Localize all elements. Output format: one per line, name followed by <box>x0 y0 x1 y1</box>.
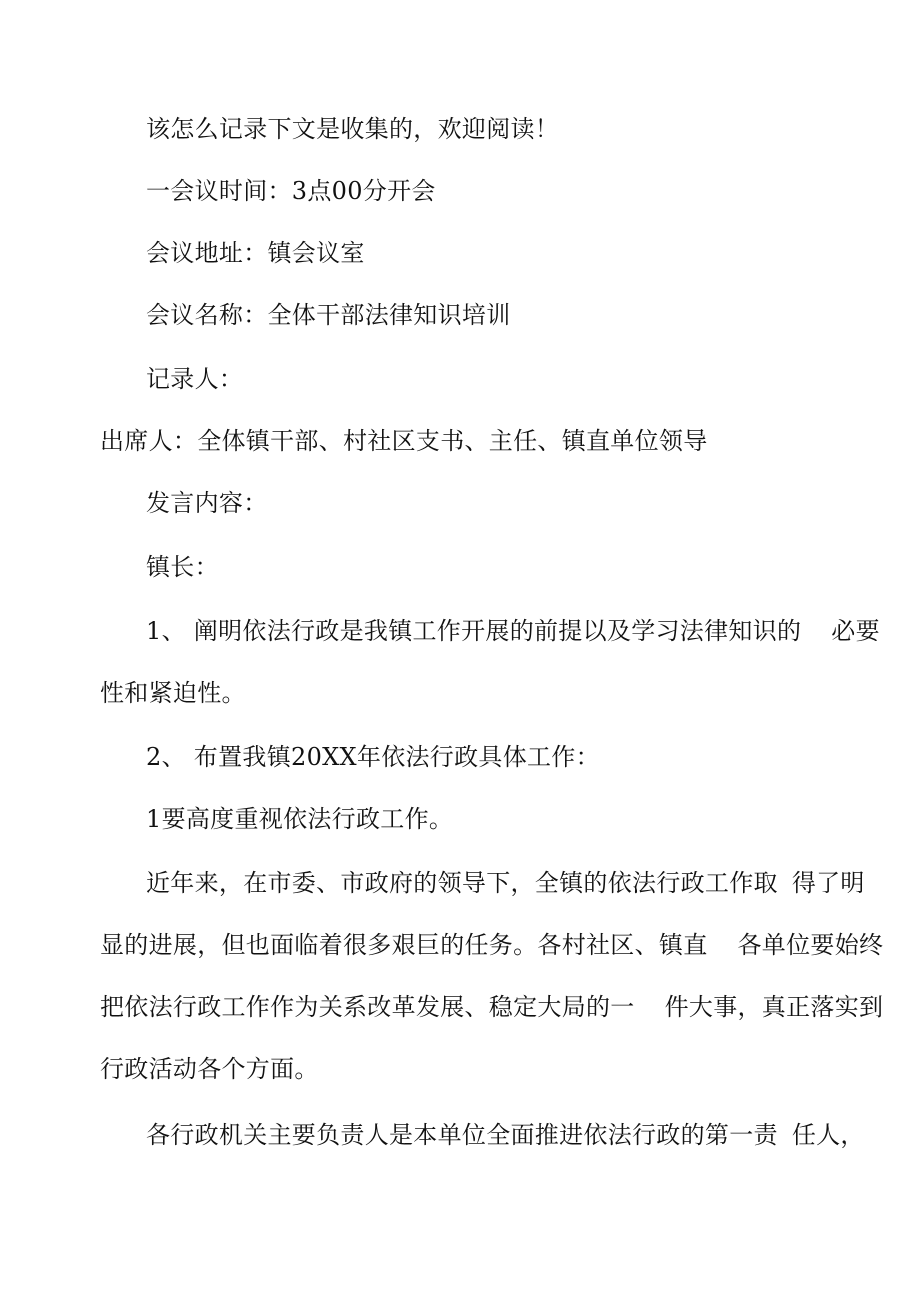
para1-line2 <box>100 930 883 960</box>
para2-line1-b: 任人， <box>791 1121 865 1149</box>
point1-line2: 性和紧迫性。 <box>100 679 246 707</box>
meeting-place: 会议地址：镇会议室 <box>146 239 365 267</box>
speaker-label: 镇长： <box>146 553 219 581</box>
meeting-name: 会议名称：全体干部法律知识培训 <box>146 301 511 329</box>
para1-line3 <box>100 992 883 1022</box>
point2-line: 2、 布置我镇20XX年依法行政具体工作： <box>146 743 600 771</box>
para1-line4: 行政活动各个方面。 <box>100 1055 319 1083</box>
point1-text-a: 1、 阐明依法行政是我镇工作开展的前提以及学习法律知识的 <box>146 617 802 645</box>
para1-line2-b: 各单位要始终 <box>737 931 884 959</box>
para1-line1 <box>146 868 865 898</box>
para1-line1-b: 得了明 <box>791 869 865 897</box>
para1-line2-a: 显的进展，但也面临着很多艰巨的任务。各村社区、镇直 <box>100 931 708 959</box>
point1-text-b: 必要 <box>831 617 880 645</box>
para1-line1-a: 近年来，在市委、市政府的领导下，全镇的依法行政工作取 <box>146 869 778 897</box>
para1-line3-a: 把依法行政工作作为关系改革发展、稳定大局的一 <box>100 993 635 1021</box>
intro-line: 该怎么记录下文是收集的，欢迎阅读！ <box>146 115 560 143</box>
para2-line1-a: 各行政机关主要负责人是本单位全面推进依法行政的第一责 <box>146 1121 778 1149</box>
para1-line3-b: 件大事，真正落实到 <box>664 993 884 1021</box>
speech-heading: 发言内容： <box>146 489 268 517</box>
attendees-line: 出席人：全体镇干部、村社区支书、主任、镇直单位领导 <box>100 427 708 455</box>
para2-line1 <box>146 1120 865 1150</box>
meeting-time: 一会议时间：3点00分开会 <box>146 177 436 205</box>
recorder-label: 记录人： <box>146 365 244 393</box>
subpoint1-line: 1要高度重视依法行政工作。 <box>146 805 454 833</box>
point1-line1 <box>146 616 880 646</box>
